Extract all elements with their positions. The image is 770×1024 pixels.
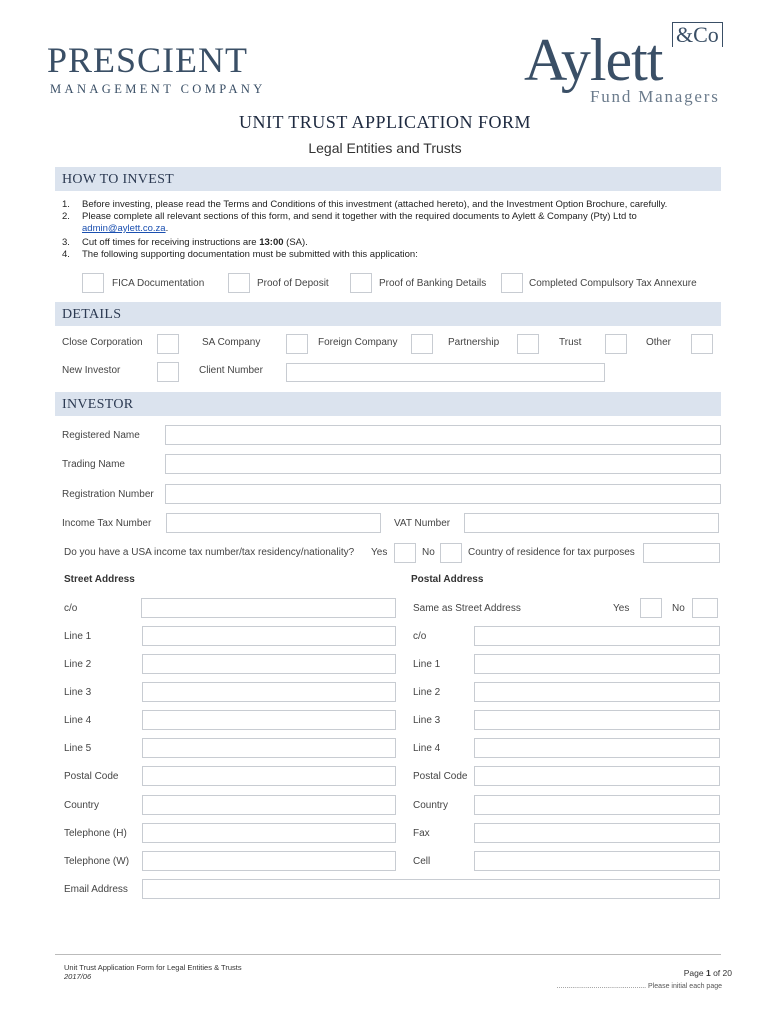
fica-documentation-label: FICA Documentation bbox=[112, 278, 205, 289]
fax-input[interactable] bbox=[474, 823, 720, 843]
street-line2-input[interactable] bbox=[142, 654, 396, 674]
street-country-input[interactable] bbox=[142, 795, 396, 815]
street-line2-label: Line 2 bbox=[64, 659, 92, 670]
country-residence-label: Country of residence for tax purposes bbox=[468, 547, 635, 558]
same-yes-label: Yes bbox=[613, 603, 630, 614]
street-line3-input[interactable] bbox=[142, 682, 396, 702]
same-no-checkbox[interactable] bbox=[692, 598, 718, 618]
registered-name-input[interactable] bbox=[165, 425, 721, 445]
instruction-text: Before investing, please read the Terms and Conditions of this investment (attached hereto), and the Investment Option Brochure, carefully. bbox=[82, 199, 668, 210]
instruction-text-after: (SA). bbox=[283, 237, 308, 248]
foreign-company-label: Foreign Company bbox=[318, 337, 398, 348]
postal-line3-input[interactable] bbox=[474, 710, 720, 730]
postal-line3-label: Line 3 bbox=[413, 715, 441, 726]
footer-version: 2017/06 bbox=[64, 972, 92, 981]
trust-checkbox[interactable] bbox=[605, 334, 627, 354]
client-number-input[interactable] bbox=[286, 363, 605, 382]
postal-line1-label: Line 1 bbox=[413, 659, 441, 670]
sa-company-checkbox[interactable] bbox=[286, 334, 308, 354]
same-as-street-label: Same as Street Address bbox=[413, 603, 521, 614]
usa-question-label: Do you have a USA income tax number/tax residency/nationality? bbox=[64, 547, 355, 558]
usa-yes-checkbox[interactable] bbox=[394, 543, 416, 563]
admin-email-link[interactable]: admin@aylett.co.za bbox=[82, 223, 166, 234]
new-investor-label: New Investor bbox=[62, 365, 121, 376]
foreign-company-checkbox[interactable] bbox=[411, 334, 433, 354]
section-details: DETAILS bbox=[55, 302, 721, 326]
tax-annexure-label: Completed Compulsory Tax Annexure bbox=[529, 278, 697, 289]
postal-postal-code-label: Postal Code bbox=[413, 771, 468, 782]
cell-label: Cell bbox=[413, 856, 431, 867]
footer-page-number bbox=[640, 968, 732, 978]
close-corporation-checkbox[interactable] bbox=[157, 334, 179, 354]
usa-no-label: No bbox=[422, 547, 435, 558]
postal-co-input[interactable] bbox=[474, 626, 720, 646]
email-address-label: Email Address bbox=[64, 884, 128, 895]
street-line1-input[interactable] bbox=[142, 626, 396, 646]
postal-line2-input[interactable] bbox=[474, 682, 720, 702]
trading-name-label: Trading Name bbox=[62, 459, 125, 470]
client-number-label: Client Number bbox=[199, 365, 263, 376]
proof-of-deposit-label: Proof of Deposit bbox=[257, 278, 329, 289]
vat-number-label: VAT Number bbox=[394, 518, 451, 529]
tax-annexure-checkbox[interactable] bbox=[501, 273, 523, 293]
registration-number-label: Registration Number bbox=[62, 489, 154, 500]
trust-label: Trust bbox=[559, 337, 582, 348]
instruction-number: 1. bbox=[62, 199, 70, 210]
postal-line2-label: Line 2 bbox=[413, 687, 441, 698]
email-address-input[interactable] bbox=[142, 879, 720, 899]
instruction-text bbox=[82, 237, 722, 249]
postal-postal-code-input[interactable] bbox=[474, 766, 720, 786]
footer-form-name: Unit Trust Application Form for Legal Entities & Trusts bbox=[64, 963, 242, 972]
instruction-number: 3. bbox=[62, 237, 70, 248]
instruction-text-after: . bbox=[165, 223, 169, 234]
telephone-w-input[interactable] bbox=[142, 851, 396, 871]
prescient-logo-subtitle: MANAGEMENT COMPANY bbox=[50, 82, 266, 96]
fax-label: Fax bbox=[413, 828, 430, 839]
telephone-h-input[interactable] bbox=[142, 823, 396, 843]
instruction-3 bbox=[62, 237, 722, 249]
instruction-number: 2. bbox=[62, 211, 70, 222]
street-line4-label: Line 4 bbox=[64, 715, 92, 726]
registered-name-label: Registered Name bbox=[62, 430, 140, 441]
other-label: Other bbox=[646, 337, 672, 348]
partnership-label: Partnership bbox=[448, 337, 500, 348]
postal-line4-input[interactable] bbox=[474, 738, 720, 758]
postal-country-input[interactable] bbox=[474, 795, 720, 815]
street-line1-label: Line 1 bbox=[64, 631, 92, 642]
telephone-w-label: Telephone (W) bbox=[64, 856, 130, 867]
form-subtitle: Legal Entities and Trusts bbox=[308, 140, 462, 156]
instruction-1 bbox=[62, 199, 722, 211]
page-suffix: of 20 bbox=[710, 968, 732, 978]
proof-of-banking-label: Proof of Banking Details bbox=[379, 278, 487, 289]
income-tax-number-input[interactable] bbox=[166, 513, 381, 533]
aylett-logo: Aylett bbox=[524, 27, 663, 93]
cell-input[interactable] bbox=[474, 851, 720, 871]
fica-documentation-checkbox[interactable] bbox=[82, 273, 104, 293]
footer-divider bbox=[55, 954, 721, 955]
proof-of-banking-checkbox[interactable] bbox=[350, 273, 372, 293]
same-yes-checkbox[interactable] bbox=[640, 598, 662, 618]
street-line5-label: Line 5 bbox=[64, 743, 92, 754]
form-title: UNIT TRUST APPLICATION FORM bbox=[238, 112, 532, 132]
initial-dots: .............................................. bbox=[556, 983, 647, 990]
street-postal-code-label: Postal Code bbox=[64, 771, 119, 782]
instruction-text-part: Cut off times for receiving instructions are bbox=[82, 237, 260, 248]
page-prefix: Page bbox=[683, 968, 706, 978]
street-co-label: c/o bbox=[64, 603, 78, 614]
section-investor: INVESTOR bbox=[55, 392, 721, 416]
aylett-logo-subtitle: Fund Managers bbox=[590, 87, 720, 106]
trading-name-input[interactable] bbox=[165, 454, 721, 474]
section-how-to-invest: HOW TO INVEST bbox=[55, 167, 721, 191]
footer-initial-line bbox=[548, 983, 722, 990]
country-residence-input[interactable] bbox=[643, 543, 720, 563]
street-country-label: Country bbox=[64, 800, 100, 811]
prescient-logo: PRESCIENT bbox=[47, 40, 249, 80]
initial-text: Please initial each page bbox=[646, 983, 722, 990]
telephone-h-label: Telephone (H) bbox=[64, 828, 127, 839]
instruction-link-wrap bbox=[82, 223, 722, 235]
page-current: 1 bbox=[705, 968, 711, 978]
registration-number-input[interactable] bbox=[165, 484, 721, 504]
postal-line1-input[interactable] bbox=[474, 654, 720, 674]
street-line5-input[interactable] bbox=[142, 738, 396, 758]
same-no-label: No bbox=[672, 603, 685, 614]
street-address-heading: Street Address bbox=[64, 574, 135, 585]
income-tax-number-label: Income Tax Number bbox=[62, 518, 152, 529]
partnership-checkbox[interactable] bbox=[517, 334, 539, 354]
aylett-logo-co: &Co bbox=[672, 22, 723, 47]
other-checkbox[interactable] bbox=[691, 334, 713, 354]
usa-yes-label: Yes bbox=[371, 547, 388, 558]
instruction-text: The following supporting documentation must be submitted with this application: bbox=[82, 249, 418, 260]
postal-line4-label: Line 4 bbox=[413, 743, 441, 754]
street-postal-code-input[interactable] bbox=[142, 766, 396, 786]
instruction-text: Please complete all relevant sections of this form, and send it together with the required documents to Aylett & Company (Pty) Ltd to bbox=[82, 211, 637, 222]
usa-no-checkbox[interactable] bbox=[440, 543, 462, 563]
postal-country-label: Country bbox=[413, 800, 449, 811]
instruction-4 bbox=[62, 249, 722, 261]
street-line3-label: Line 3 bbox=[64, 687, 92, 698]
street-co-input[interactable] bbox=[141, 598, 396, 618]
street-line4-input[interactable] bbox=[142, 710, 396, 730]
sa-company-label: SA Company bbox=[202, 337, 261, 348]
postal-address-heading: Postal Address bbox=[411, 574, 484, 585]
proof-of-deposit-checkbox[interactable] bbox=[228, 273, 250, 293]
postal-co-label: c/o bbox=[413, 631, 427, 642]
new-investor-checkbox[interactable] bbox=[157, 362, 179, 382]
instruction-2 bbox=[62, 211, 722, 235]
close-corporation-label: Close Corporation bbox=[62, 337, 143, 348]
instruction-number: 4. bbox=[62, 249, 70, 260]
cutoff-time: 13:00 bbox=[259, 237, 284, 248]
vat-number-input[interactable] bbox=[464, 513, 719, 533]
